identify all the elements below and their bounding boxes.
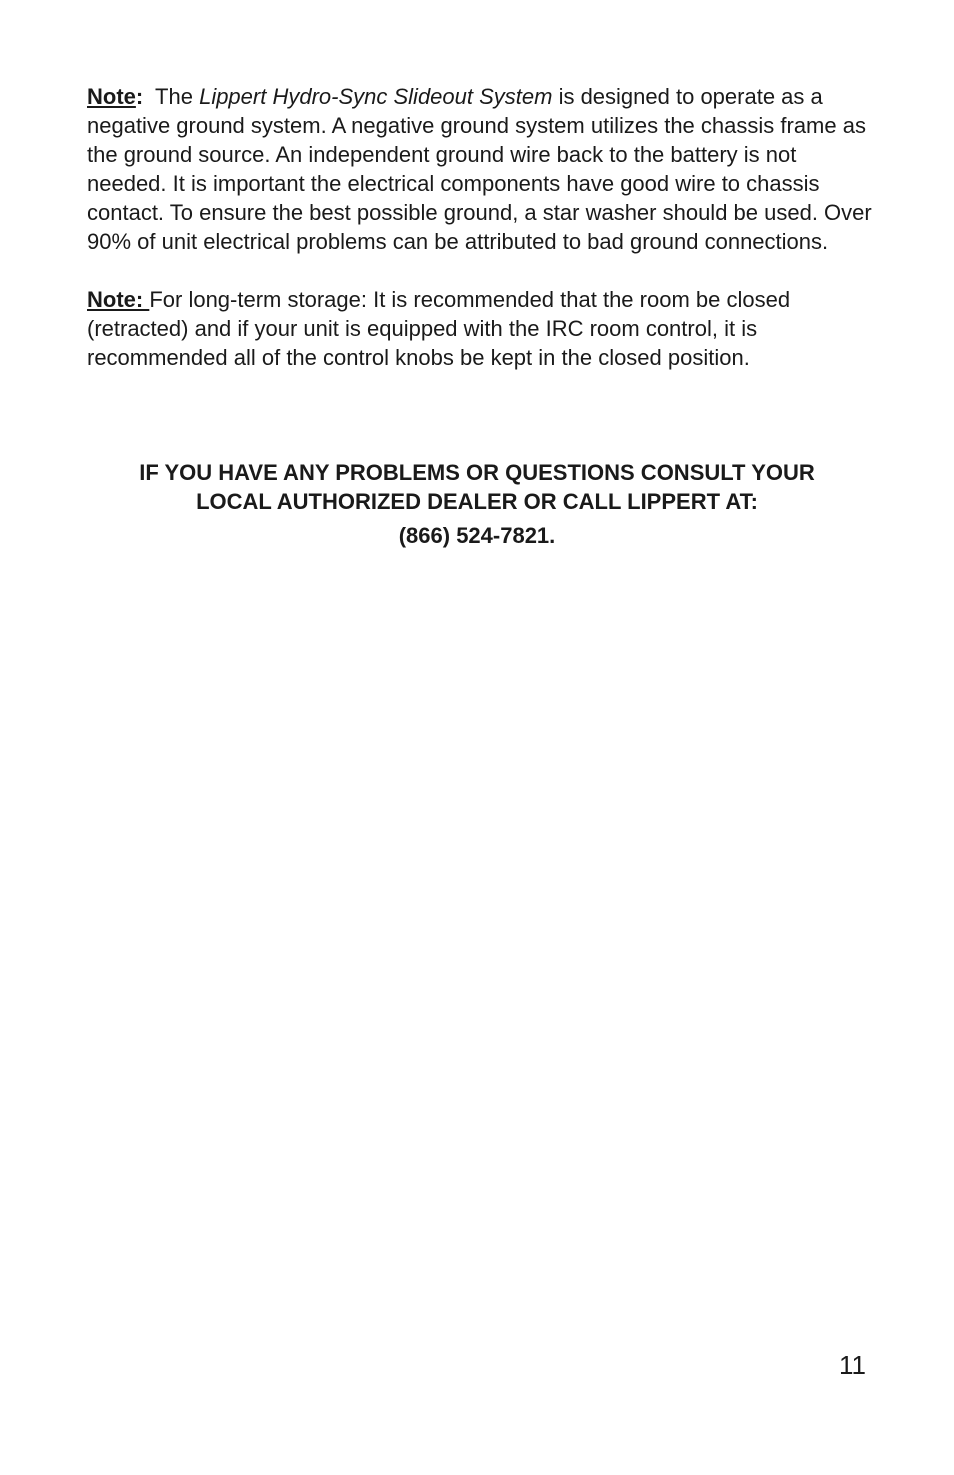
page-number: 11 xyxy=(839,1350,866,1380)
note-label: Note xyxy=(87,84,136,109)
document-body xyxy=(87,82,877,372)
contact-line-2: LOCAL AUTHORIZED DEALER OR CALL LIPPERT AT: xyxy=(196,489,758,514)
note-label: Note: xyxy=(87,287,150,312)
note-colon: : xyxy=(135,84,144,109)
note-grounding-paragraph xyxy=(87,82,877,256)
contact-line-1: IF YOU HAVE ANY PROBLEMS OR QUESTIONS CONSULT YOUR xyxy=(139,460,815,485)
note-grounding-text: is designed to operate as a negative ground system. A negative ground system utilizes the chassis frame as the ground source. An independent ground wire back to the battery is not needed. It is important the electrical components have good wire to chassis contact. To ensure the best possible ground, a star washer should be used. Over 90% of unit electrical problems can be attributed to bad ground connections. xyxy=(87,84,872,254)
note-storage-paragraph xyxy=(87,285,877,372)
product-name: Lippert Hydro-Sync Slideout System xyxy=(199,84,553,109)
phone-number: (866) 524-7821. xyxy=(398,523,556,548)
note-intro: The xyxy=(143,84,200,109)
contact-notice xyxy=(87,458,867,550)
note-storage-text: For long-term storage: It is recommended that the room be closed (retracted) and if your unit is equipped with the IRC room control, it is recommended all of the control knobs be kept in the closed position. xyxy=(87,287,791,370)
